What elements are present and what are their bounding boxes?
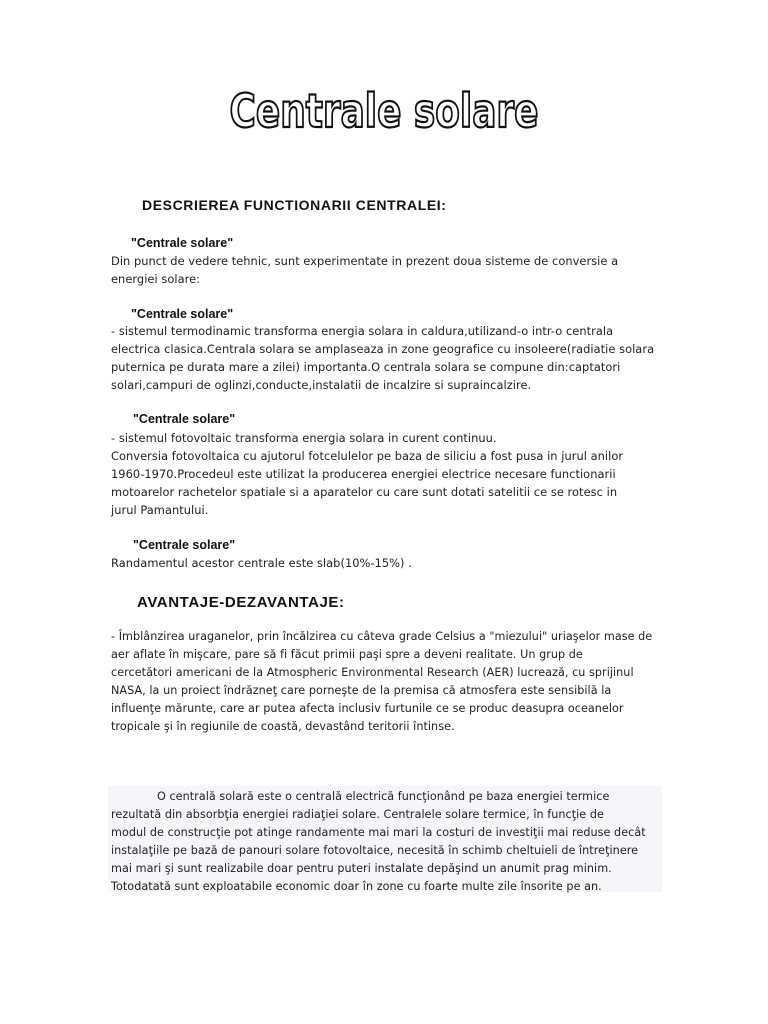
paragraph-line: solari,campuri de oglinzi,conducte,instalatii de incalzire si supraincalzire. bbox=[111, 378, 532, 392]
paragraph-line: motoarelor rachetelor spatiale si a aparatelor cu care sunt dotati satelitii ce se rotesc in bbox=[111, 485, 618, 499]
paragraph-line: 1960-1970.Procedeul este utilizat la producerea energiei electrice necesare functionarii bbox=[111, 467, 616, 481]
paragraph-line: cercetători americani de la Atmospheric Environmental Research (AER) lucrează, cu sprijinul bbox=[111, 666, 634, 679]
paragraph-line: jurul Pamantului. bbox=[111, 503, 209, 517]
paragraph-line: - sistemul termodinamic transforma energia solara in caldura,utilizand-o intr-o centrala bbox=[111, 324, 614, 338]
paragraph-line: influenţe mărunte, care ar putea afecta inclusiv furtunile ce se produc deasupra oceanelor bbox=[111, 702, 624, 715]
block-paragraph bbox=[111, 252, 671, 288]
paragraph-line: Din punct de vedere tehnic, sunt experimentate in prezent doua sisteme de conversie a bbox=[111, 254, 619, 268]
block-subheading: "Centrale solare" bbox=[133, 412, 236, 426]
paragraph-line: tropicale şi în regiunile de coastă, devastând teritorii întinse. bbox=[111, 720, 455, 733]
paragraph-line: - Îmblânzirea uraganelor, prin încălzirea cu câteva grade Celsius a "miezului" uriaşelor mase de bbox=[111, 630, 653, 643]
paragraph-line: Conversia fotovoltaica cu ajutorul fotcelulelor pe baza de siliciu a fost pusa in jurul anilor bbox=[111, 449, 624, 463]
paragraph-line: mai mari şi sunt realizabile doar pentru puteri instalate depăşind un anumit prag minim. bbox=[111, 862, 612, 875]
paragraph-line: instalaţiile pe bază de panouri solare fotovoltaice, necesită în schimb cheltuieli de întreţinere bbox=[111, 844, 639, 857]
paragraph-line: - sistemul fotovoltaic transforma energia solara in curent continuu. bbox=[111, 431, 497, 445]
solar-plant-paragraph bbox=[111, 788, 671, 896]
paragraph-line: O centrală solară este o centrală electrică funcţionând pe baza energiei termice bbox=[157, 790, 610, 803]
block-subheading: "Centrale solare" bbox=[133, 538, 236, 552]
block-subheading: "Centrale solare" bbox=[131, 307, 234, 321]
paragraph-line: energiei solare: bbox=[111, 272, 201, 286]
paragraph-line: rezultată din absorbţia energiei radiaţiei solare. Centralele solare termice, în funcţie de bbox=[111, 808, 604, 821]
paragraph-line: Totodatată sunt exploatabile economic doar în zone cu foarte multe zile însorite pe an. bbox=[111, 880, 602, 893]
paragraph-line: NASA, la un proiect îndrăzneţ care porneşte de la premisa că atmosfera este sensibilă la bbox=[111, 684, 612, 697]
paragraph-line: aer aflate în mişcare, pare să fi făcut primii paşi spre a deveni realitate. Un grup de bbox=[111, 648, 583, 661]
block-paragraph bbox=[111, 322, 671, 394]
pros-cons-paragraph bbox=[111, 628, 671, 736]
paragraph-line: electrica clasica.Centrala solara se amplaseaza in zone geografice cu insoleere(radiatie solara bbox=[111, 342, 655, 356]
section-heading-pros-cons: AVANTAJE-DEZAVANTAJE: bbox=[137, 594, 345, 611]
page-title: Centrale solare bbox=[229, 84, 539, 138]
paragraph-line: Randamentul acestor centrale este slab(10%-15%) . bbox=[111, 556, 412, 570]
block-subheading: "Centrale solare" bbox=[131, 236, 234, 250]
paragraph-line: modul de construcţie pot atinge randamente mai mari la costuri de investiţii mai reduse decât bbox=[111, 826, 646, 839]
paragraph-line: puternica pe durata mare a zilei) importanta.O centrala solara se compune din:captatori bbox=[111, 360, 621, 374]
block-paragraph bbox=[111, 554, 671, 572]
section-heading-description: DESCRIEREA FUNCTIONARII CENTRALEI: bbox=[142, 197, 447, 213]
block-paragraph bbox=[111, 429, 671, 519]
